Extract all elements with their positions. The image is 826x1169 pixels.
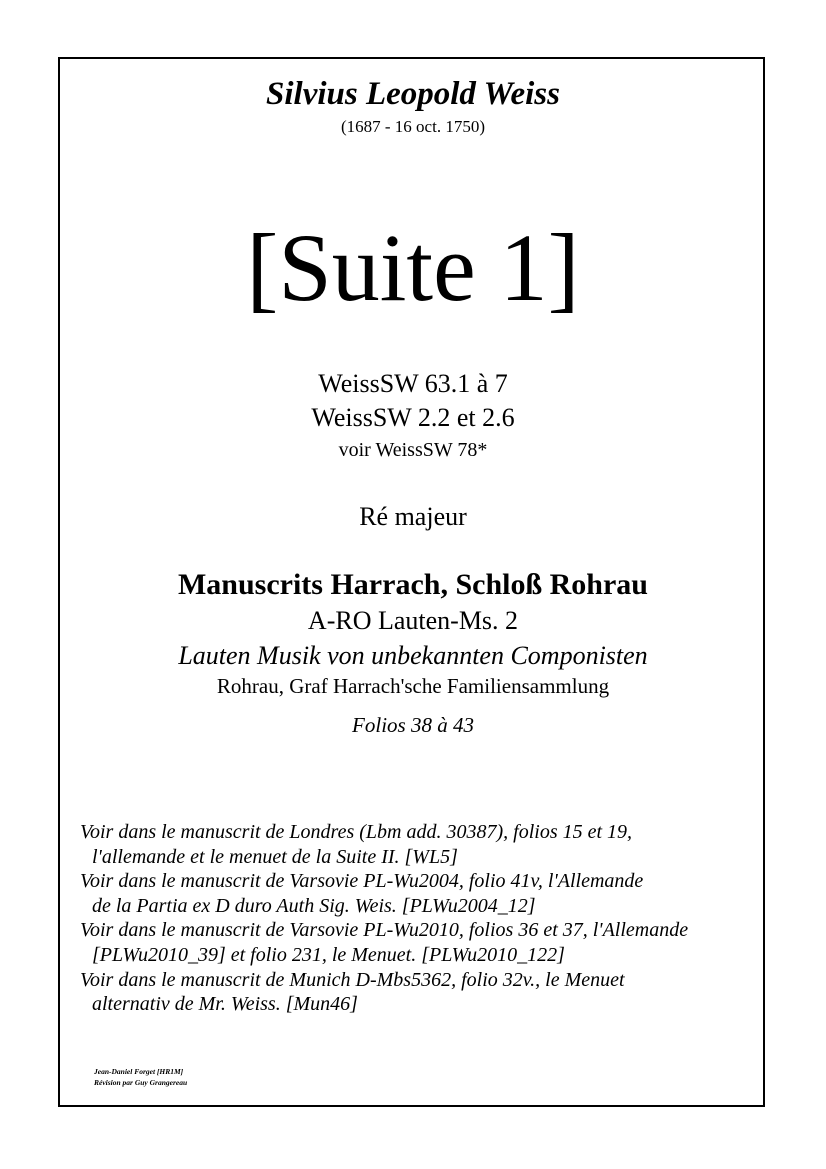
note-line: de la Partia ex D duro Auth Sig. Weis. [PLWu2004_12] bbox=[92, 894, 536, 917]
note-line: Voir dans le manuscrit de Varsovie PL-Wu2010, folios 36 et 37, l'Allemande bbox=[80, 919, 689, 942]
catalog-line-2: WeissSW 2.2 et 2.6 bbox=[311, 403, 515, 432]
note-line: l'allemande et le menuet de la Suite II. [WL5] bbox=[92, 845, 458, 868]
note-line: [PLWu2010_39] et folio 231, le Menuet. [PLWu2010_122] bbox=[92, 943, 565, 966]
note-item bbox=[80, 820, 770, 869]
manuscript-title: Manuscrits Harrach, Schloß Rohrau bbox=[177, 568, 648, 601]
credits bbox=[94, 1066, 187, 1088]
manuscript-description: Lauten Musik von unbekannten Componisten bbox=[178, 641, 648, 670]
manuscript-location: Rohrau, Graf Harrach'sche Familiensammlung bbox=[216, 674, 610, 698]
note-item bbox=[80, 918, 770, 967]
note-line: alternativ de Mr. Weiss. [Mun46] bbox=[92, 993, 358, 1016]
page-title: [Suite 1] bbox=[246, 214, 580, 321]
note-line: Voir dans le manuscrit de Varsovie PL-Wu2004, folio 41v, l'Allemande bbox=[80, 870, 644, 893]
revision-credit: Révision par Guy Grangereau bbox=[94, 1078, 188, 1087]
composer-name: Silvius Leopold Weiss bbox=[266, 76, 560, 112]
note-line: Voir dans le manuscrit de Munich D-Mbs5362, folio 32v., le Menuet bbox=[80, 968, 625, 991]
editor-credit: Jean-Daniel Forget [HR1M] bbox=[94, 1067, 184, 1076]
composer-dates: (1687 - 16 oct. 1750) bbox=[340, 117, 485, 136]
manuscript-folios: Folios 38 à 43 bbox=[352, 713, 474, 737]
note-line: Voir dans le manuscrit de Londres (Lbm add. 30387), folios 15 et 19, bbox=[80, 821, 633, 843]
concordance-notes bbox=[80, 820, 770, 1017]
note-item bbox=[80, 968, 770, 1017]
catalog-line-3: voir WeissSW 78* bbox=[338, 439, 488, 461]
key-signature: Ré majeur bbox=[359, 502, 467, 531]
catalog-line-1: WeissSW 63.1 à 7 bbox=[318, 369, 508, 398]
manuscript-signature: A-RO Lauten-Ms. 2 bbox=[307, 606, 519, 635]
note-item bbox=[80, 869, 770, 918]
